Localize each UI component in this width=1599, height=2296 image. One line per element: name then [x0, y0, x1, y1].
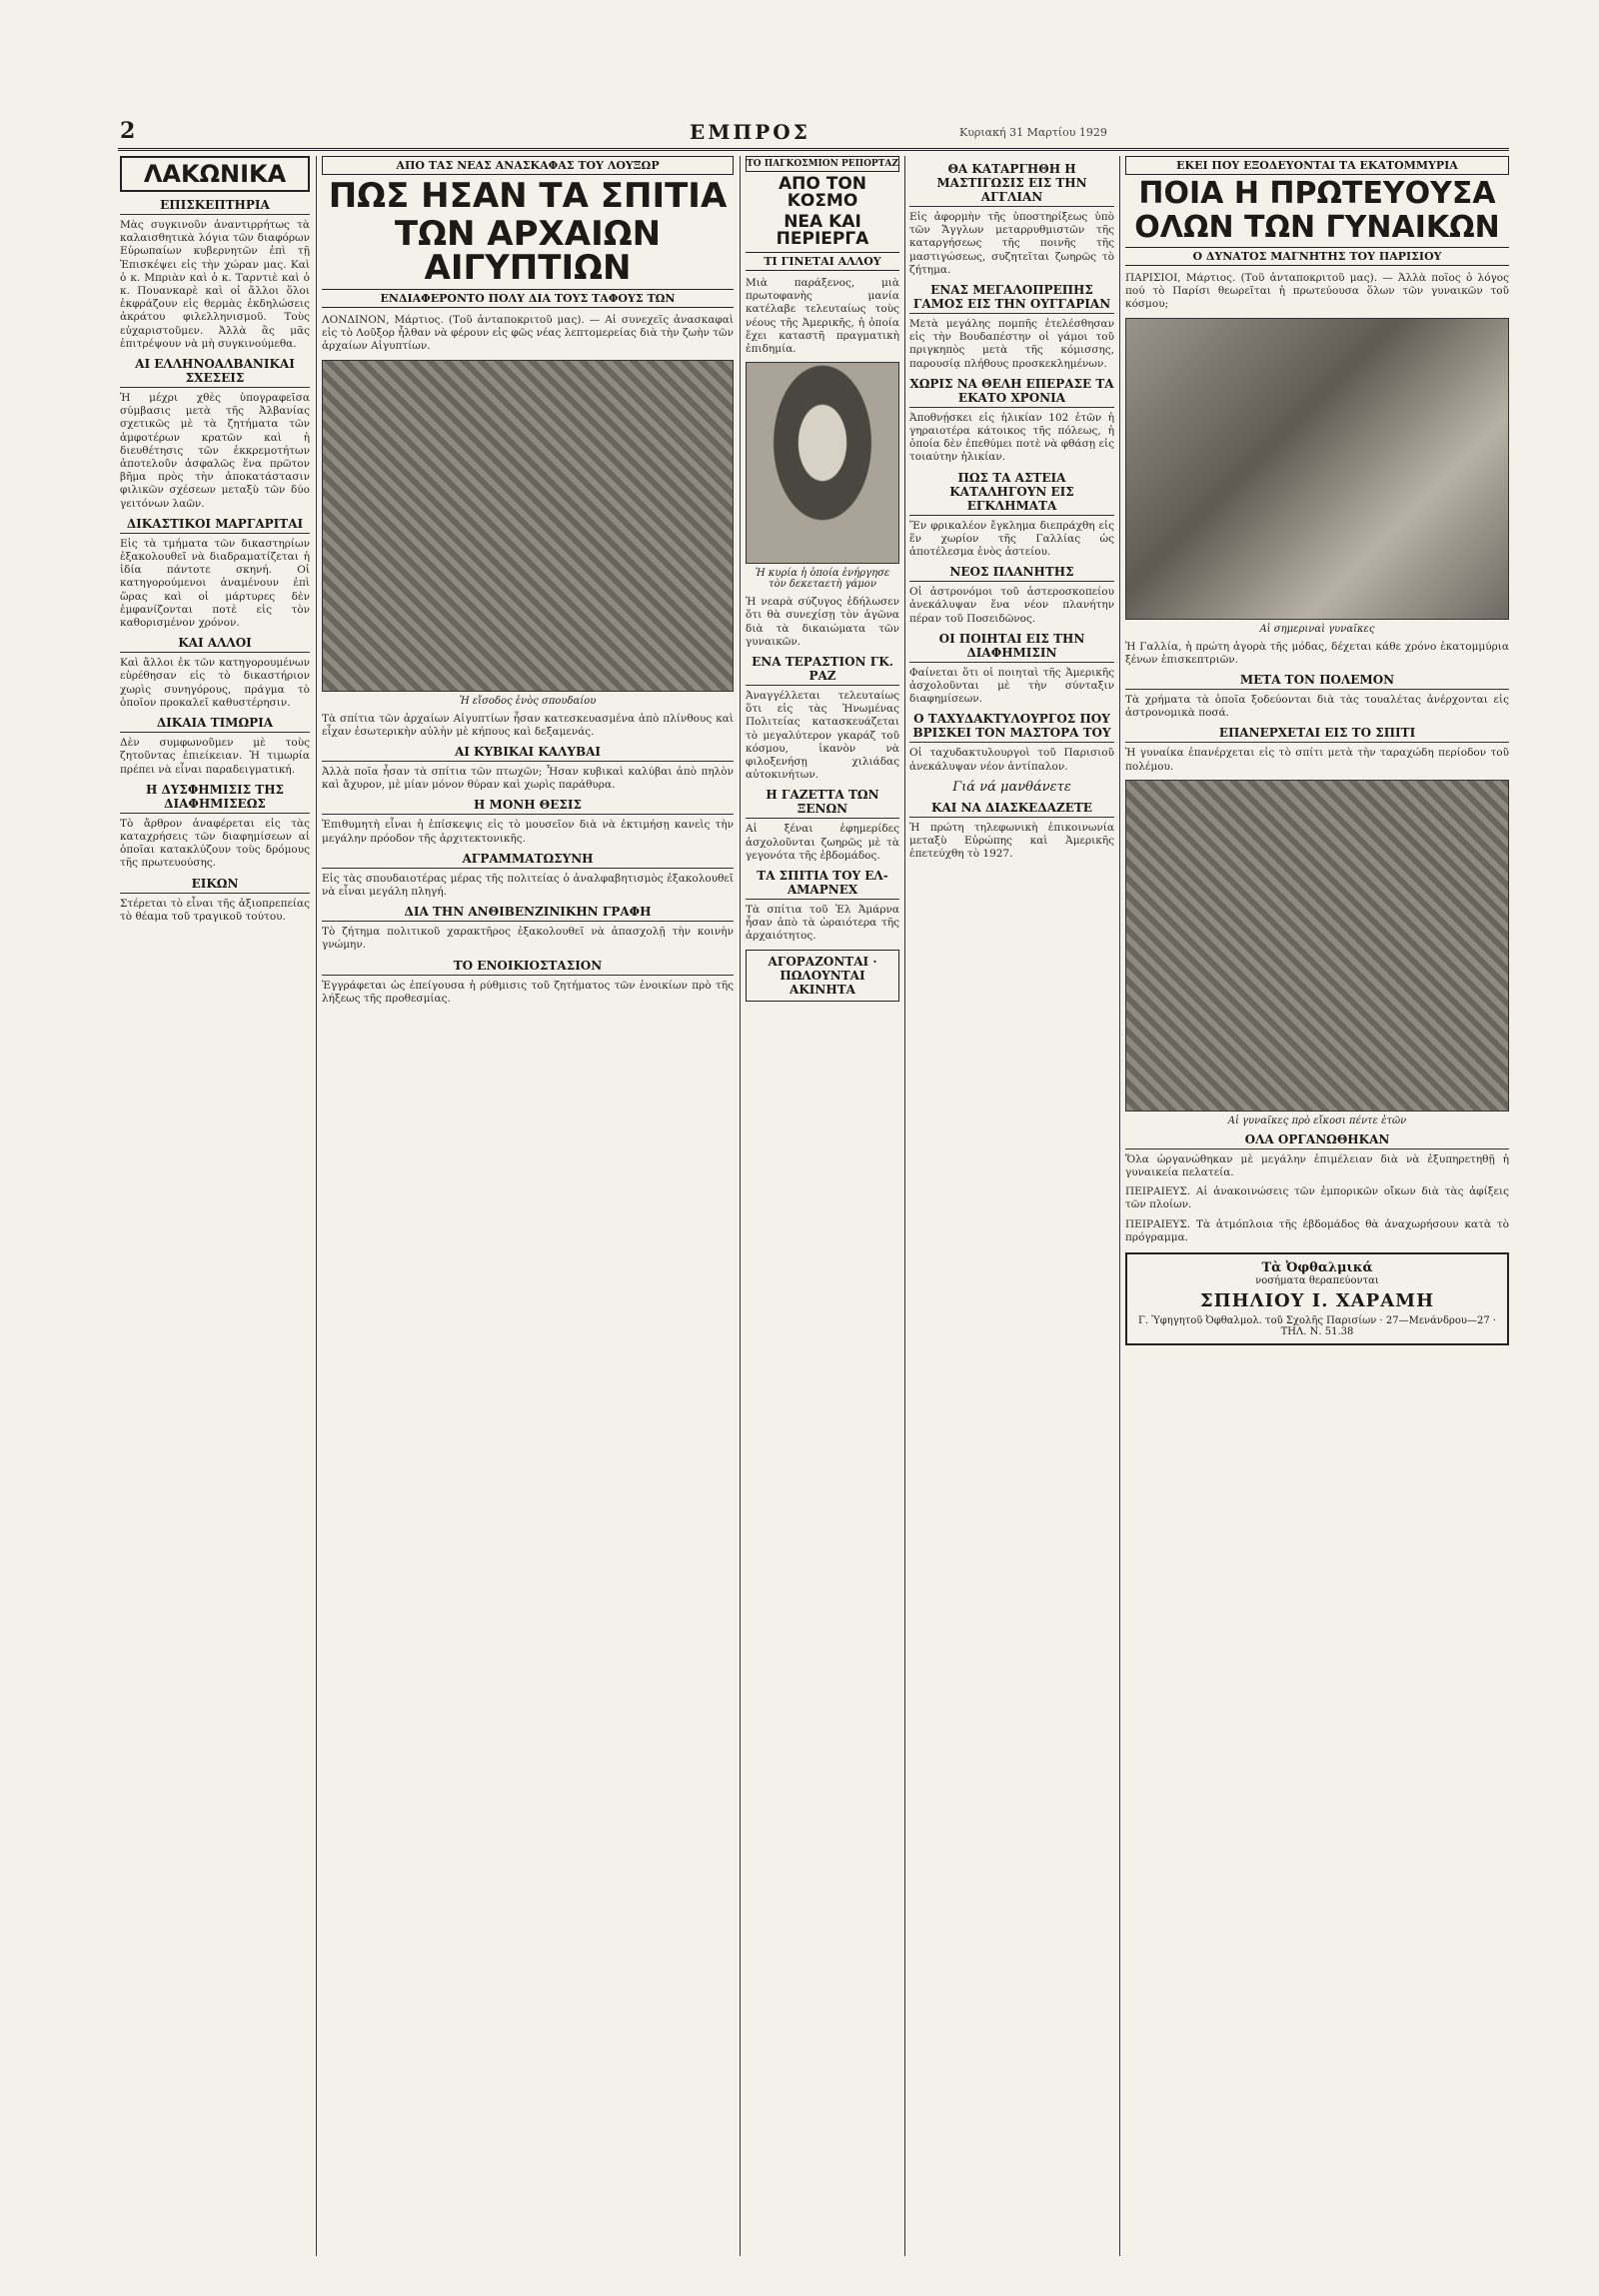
article-head: ΑΙ ΕΛΛΗΝΟΑΛΒΑΝΙΚΑΙ ΣΧΕΣΕΙΣ [120, 357, 310, 388]
kicker: ΤΟ ΠΑΓΚΟΣΜΙΟΝ ΡΕΠΟΡΤΑΖ [746, 156, 899, 172]
article-body: Ἀποθνῄσκει εἰς ἡλικίαν 102 ἐτῶν ἡ γηραιοτέρα κάτοικος τῆς πόλεως, ἡ ὁποία δὲν ἐπεθύμει ποτὲ νὰ φθάσῃ εἰς τοιαύτην ἡλικίαν. [909, 411, 1114, 464]
article-body: Τὰ σπίτια τῶν ἀρχαίων Αἰγυπτίων ἦσαν κατεσκευασμένα ἀπὸ πλίνθους καὶ εἶχαν ἐσωτερικὴν αὐλὴν μὲ κήπους καὶ δεξαμενάς. [322, 712, 734, 738]
article-body: Ἡ πρώτη τηλεφωνικὴ ἐπικοινωνία μεταξὺ Εὐρώπης καὶ Ἀμερικῆς ἐπετεύχθη τὸ 1927. [909, 821, 1114, 861]
article-head: ΚΑΙ ΝΑ ΔΙΑΣΚΕΔΑΖΕΤΕ [909, 801, 1114, 818]
article-head: ΑΓΡΑΜΜΑΤΩΣΥΝΗ [322, 852, 734, 869]
classified-ad: ΑΓΟΡΑΖΟΝΤΑΙ · ΠΩΛΟΥΝΤΑΙ ΑΚΙΝΗΤΑ [746, 950, 899, 1002]
deck: Ο ΔΥΝΑΤΟΣ ΜΑΓΝΗΤΗΣ ΤΟΥ ΠΑΡΙΣΙΟΥ [1125, 247, 1509, 266]
article-body: Καὶ ἄλλοι ἐκ τῶν κατηγορουμένων εὑρέθησαν εἰς τὸ δικαστήριον χωρὶς συνηγόρους, πράγμα τὸ ὁποῖον προκαλεῖ καθυστέρησιν. [120, 657, 310, 709]
article-body: Ἀναγγέλλεται τελευταίως ὅτι εἰς τὰς Ἡνωμένας Πολιτείας κατασκευάζεται τὸ μεγαλύτερον γκαράζ τοῦ κόσμου, ἱκανὸν νὰ φιλοξενήσῃ χιλιάδας αὐτοκινήτων. [746, 690, 899, 782]
article-head: ΟΛΑ ΟΡΓΑΝΩΘΗΚΑΝ [1125, 1133, 1509, 1149]
article-body: Δὲν συμφωνοῦμεν μὲ τοὺς ζητοῦντας ἐπιείκειαν. Ἡ τιμωρία πρέπει νὰ εἶναι παραδειγματική. [120, 737, 310, 776]
notice-text: ΠΕΙΡΑΙΕΥΣ. Αἱ ἀνακοινώσεις τῶν ἐμπορικῶν οἴκων διὰ τὰς ἀφίξεις τῶν πλοίων. [1125, 1185, 1509, 1211]
doctor-ad [1125, 1252, 1509, 1345]
article-body: Μετὰ μεγάλης πομπῆς ἐτελέσθησαν εἰς τὴν Βουδαπέστην οἱ γάμοι τοῦ πριγκηπὸς μετὰ τῆς κόμισσης, παρουσίᾳ πλήθους προσκεκλημένων. [909, 318, 1114, 370]
illustration-photo [1125, 318, 1509, 620]
column-egypt-houses [322, 156, 734, 2256]
portrait-photo [746, 362, 899, 564]
column-rule [904, 156, 905, 2256]
deck: ΕΝΔΙΑΦΕΡΟΝΤΟ ΠΟΛΥ ΔΙΑ ΤΟΥΣ ΤΑΦΟΥΣ ΤΩΝ [322, 289, 734, 308]
headline-line: ΑΠΟ ΤΟΝ ΚΟΣΜΟ [778, 174, 867, 211]
lead-paragraph: ΛΟΝΔΙΝΟΝ, Μάρτιος. (Τοῦ ἀνταποκριτοῦ μας). — Αἱ συνεχεῖς ἀνασκαφαὶ εἰς τὸ Λοῦξορ ἦλθαν νὰ φέρουν εἰς φῶς νέας λεπτομερείας διὰ τὴν ζωὴν τῶν ἀρχαίων Αἰγυπτίων. [322, 314, 734, 353]
headline-line: ΠΟΙΑ Η ΠΡΩΤΕΥΟΥΣΑ [1138, 176, 1496, 211]
article-body: Ὅλα ὠργανώθηκαν μὲ μεγάλην ἐπιμέλειαν διὰ νὰ ἐξυπηρετηθῇ ἡ γυναικεία πελατεία. [1125, 1152, 1509, 1179]
date-line: Κυριακή 31 Μαρτίου 1929 [959, 126, 1107, 139]
article-body: Φαίνεται ὅτι οἱ ποιηταὶ τῆς Ἀμερικῆς ἀσχολοῦνται μὲ τὴν σύνταξιν διαφημίσεων. [909, 666, 1114, 706]
article-body: Τὸ ἄρθρον ἀναφέρεται εἰς τὰς καταχρήσεις τῶν διαφημίσεων αἱ ὁποῖαι κατακλύζουν τοὺς δρόμους τῆς πρωτευούσης. [120, 817, 310, 870]
headline-line: ΟΛΩΝ ΤΩΝ ΓΥΝΑΙΚΩΝ [1134, 210, 1500, 245]
ad-line: νοσήματα θεραπεύονται [1255, 1275, 1379, 1287]
article-body: Ἡ νεαρὰ σύζυγος ἐδήλωσεν ὅτι θὰ συνεχίσῃ τὸν ἀγῶνα διὰ τὰ δικαιώματα τῶν γυναικῶν. [746, 596, 899, 648]
article-head: Η ΜΟΝΗ ΘΕΣΙΣ [322, 798, 734, 815]
article-body: Μὰς συγκινοῦν ἀναντιρρήτως τὰ καλαισθητικὰ λόγια τῶν διαφόρων Εὐρωπαίων κυβερνητῶν ἐπὶ τῇ Ἐπισκέψει εἰς τὴν χώραν μας. Καὶ ὁ κ. Μπριὰν καὶ ὁ κ. Ταρντιὲ καὶ ὁ κ. Πουανκαρὲ καὶ οἱ ἄλλοι ὅλοι ἐκφράζουν εἰς θερμὰς ἐκδηλώσεις ἀκράτου φιλελληνισμοῦ. Τοὺς εὐχαριστοῦμεν. Ἀλλὰ ἂς μᾶς ἐπιτρέψουν νὰ μὴ συγκινούμεθα. [120, 219, 310, 350]
article-body: Εἰς τὰς σπουδαιοτέρας μέρας τῆς πολιτείας ὁ ἀναλφαβητισμὸς ἐξακολουθεῖ νὰ εἶναι μεγάλη πληγή. [322, 872, 734, 899]
article-head: ΝΕΟΣ ΠΛΑΝΗΤΗΣ [909, 565, 1114, 582]
article-body: Ἡ μέχρι χθὲς ὑπογραφεῖσα σύμβασις μετὰ τῆς Ἀλβανίας σχετικῶς μὲ τὰ ζητήματα τῶν ἀμφοτέρων κρατῶν καὶ ἡ διευθέτησις τῶν ἐκκρεμοτήτων ἀποτελοῦν ἀσφαλῶς ἕνα πρῶτον βῆμα πρὸς τὴν ἀποκατάστασιν φιλικῶν σχέσεων μεταξὺ τῶν δύο γειτόνων λαῶν. [120, 392, 310, 510]
article-body: Ἡ Γαλλία, ἡ πρώτη ἀγορὰ τῆς μόδας, δέχεται κάθε χρόνο ἑκατομμύρια ξένων ἐπισκεπτριῶν. [1125, 640, 1509, 666]
column-paris-women [1125, 156, 1509, 2256]
article-head: ΔΙΚΑΙΑ ΤΙΜΩΡΙΑ [120, 716, 310, 733]
column-misc-news [909, 156, 1114, 2256]
ad-name: ΣΠΗΛΙΟΥ Ι. ΧΑΡΑΜΗ [1199, 1290, 1435, 1312]
illustration-photo [1125, 780, 1509, 1112]
column-rule [1119, 156, 1120, 2256]
article-body: Τὰ σπίτια τοῦ Ἐλ Ἀμάρνα ἦσαν ἀπὸ τὰ ὡραιότερα τῆς ἀρχαιότητος. [746, 904, 899, 943]
photo-caption: Αἱ γυναῖκες πρὸ εἴκοσι πέντε ἐτῶν [1227, 1115, 1407, 1127]
article-head: ΕΝΑ ΤΕΡΑΣΤΙΟΝ ΓΚ. ΡΑΖ [746, 655, 899, 686]
article-head: ΚΑΙ ΑΛΛΟΙ [120, 636, 310, 653]
photo-caption: Αἱ σημεριναὶ γυναῖκες [1259, 623, 1375, 635]
article-body: Τὰ χρήματα τὰ ὁποῖα ξοδεύονται διὰ τὰς τουαλέτας ἀνέρχονται εἰς ἀστρονομικὰ ποσά. [1125, 694, 1509, 720]
article-body: Ἡ γυναίκα ἐπανέρχεται εἰς τὸ σπίτι μετὰ τὴν ταραχώδη περίοδον τοῦ πολέμου. [1125, 747, 1509, 773]
column-world-news [746, 156, 899, 2256]
paper-name: ΕΜΠΡΟΣ [690, 120, 810, 144]
italic-head: Γιά νά μανθάνετε [952, 779, 1071, 795]
article-head: ΔΙΑ ΤΗΝ ΑΝΘΙΒΕΝΖΙΝΙΚΗΝ ΓΡΑΦΗ [322, 905, 734, 922]
notice-text: ΠΕΙΡΑΙΕΥΣ. Τὰ ἀτμόπλοια τῆς ἑβδομάδος θὰ ἀναχωρήσουν κατὰ τὸ πρόγραμμα. [1125, 1217, 1509, 1243]
article-body: Ἐπιθυμητὴ εἶναι ἡ ἐπίσκεψις εἰς τὸ μουσεῖον διὰ νὰ ἐκτιμήσῃ κανεὶς τὴν μεγάλην πρόοδον τῆς ἀρχιτεκτονικῆς. [322, 819, 734, 845]
article-head: ΜΕΤΑ ΤΟΝ ΠΟΛΕΜΟΝ [1125, 673, 1509, 690]
headline-line: ΝΕΑ ΚΑΙ ΠΕΡΙΕΡΓΑ [776, 212, 869, 249]
article-head: Η ΓΑΖΕΤΤΑ ΤΩΝ ΞΕΝΩΝ [746, 788, 899, 819]
photo-caption: Ἡ εἴσοδος ἑνὸς σπουδαίου [459, 695, 597, 707]
article-head: ΕΝΑΣ ΜΕΓΑΛΟΠΡΕΠΗΣ ΓΑΜΟΣ ΕΙΣ ΤΗΝ ΟΥΓΓΑΡΙΑΝ [909, 283, 1114, 314]
kicker: ΕΚΕΙ ΠΟΥ ΕΞΟΔΕΥΟΝΤΑΙ ΤΑ ΕΚΑΤΟΜΜΥΡΙΑ [1125, 156, 1509, 175]
article-body: Ἀλλὰ ποῖα ἦσαν τὰ σπίτια τῶν πτωχῶν; Ἦσαν κυβικαὶ καλύβαι ἀπὸ πηλὸν καὶ ἄχυρον, μὲ μίαν μόνον θύραν καὶ χωρὶς παράθυρα. [322, 766, 734, 792]
page-number: 2 [120, 118, 136, 144]
article-body: Ἕν φρικαλέον ἔγκλημα διεπράχθη εἰς ἕν χωρίον τῆς Γαλλίας ὡς ἀποτέλεσμα ἑνὸς ἀστείου. [909, 519, 1114, 559]
article-head: ΕΠΙΣΚΕΠΤΗΡΙΑ [120, 198, 310, 215]
masthead-rule [118, 118, 1509, 151]
article-body: Ἐγγράφεται ὡς ἐπείγουσα ἡ ρύθμισις τοῦ ζητήματος τῶν ἐνοικίων πρὸ τῆς λήξεως τῆς προθεσμίας. [322, 979, 734, 1005]
article-body: Μιὰ παράξενος, μιὰ πρωτοφανὴς μανία κατέλαβε τελευταίως τοὺς νέους τῆς Ἀμερικῆς, ἡ ὁποία ἔχει καταστῆ πραγματικὴ ἐπιδημία. [746, 277, 899, 356]
article-head: ΤΟ ΕΝΟΙΚΙΟΣΤΑΣΙΟΝ [322, 959, 734, 976]
ad-line: Τὰ Ὀφθαλμικά [1261, 1260, 1373, 1276]
article-head: ΕΠΑΝΕΡΧΕΤΑΙ ΕΙΣ ΤΟ ΣΠΙΤΙ [1125, 726, 1509, 743]
article-head: Η ΔΥΣΦΗΜΙΣΙΣ ΤΗΣ ΔΙΑΦΗΜΙΣΕΩΣ [120, 783, 310, 814]
article-body: Οἱ ἀστρονόμοι τοῦ ἀστεροσκοπείου ἀνεκάλυψαν ἕνα νέον πλανήτην πέραν τοῦ Ποσειδῶνος. [909, 586, 1114, 625]
illustration-photo [322, 360, 734, 692]
lead-paragraph: ΠΑΡΙΣΙΟΙ, Μάρτιος. (Τοῦ ἀνταποκριτοῦ μας). — Ἀλλὰ ποῖος ὁ λόγος πού τὸ Παρίσι θεωρεῖται ἡ πρωτεύουσα ὅλων τῶν γυναικῶν τοῦ κόσμου; [1125, 272, 1509, 311]
article-head: ΕΙΚΩΝ [120, 877, 310, 894]
article-head: ΤΑ ΣΠΙΤΙΑ ΤΟΥ ΕΛ-ΑΜΑΡΝΕΧ [746, 869, 899, 900]
article-head: ΠΩΣ ΤΑ ΑΣΤΕΙΑ ΚΑΤΑΛΗΓΟΥΝ ΕΙΣ ΕΓΚΛΗΜΑΤΑ [909, 471, 1114, 516]
section-title: ΛΑΚΩΝΙΚΑ [120, 156, 310, 192]
ad-address: Γ. Ὑφηγητοῦ Ὀφθαλμολ. τοῦ Σχολῆς Παρισίων · 27—Μενάνδρου—27 · ΤΗΛ. Ν. 51.38 [1137, 1315, 1497, 1338]
column-lakonika [120, 156, 310, 2256]
article-body: Αἱ ξέναι ἐφημερίδες ἀσχολοῦνται ζωηρῶς μὲ τὰ γεγονότα τῆς ἑβδομάδος. [746, 823, 899, 862]
article-body: Εἰς τὰ τμήματα τῶν δικαστηρίων ἐξακολουθεῖ νὰ διαδραματίζεται ἡ ἰδία πάντοτε σκηνή. Οἱ κατηγορούμενοι ἀναμένουν ἐπὶ ὥρας καὶ οἱ μάρτυρες δὲν ἐμφανίζονται ποτὲ εἰς τὸν καθορισμένον χρόνον. [120, 537, 310, 630]
column-rule [316, 156, 317, 2256]
photo-caption: Ἡ κυρία ἡ ὁποία ἐνήργησε τὸν δεκεταετὴ γάμον [755, 568, 890, 591]
article-head: ΘΑ ΚΑΤΑΡΓΗΘΗ Η ΜΑΣΤΙΓΩΣΙΣ ΕΙΣ ΤΗΝ ΑΓΓΛΙΑΝ [909, 162, 1114, 207]
article-head: ΑΙ ΚΥΒΙΚΑΙ ΚΑΛΥΒΑΙ [322, 745, 734, 762]
column-rule [740, 156, 741, 2256]
headline-line: ΠΩΣ ΗΣΑΝ ΤΑ ΣΠΙΤΙΑ [328, 176, 728, 216]
article-head: Ο ΤΑΧΥΔΑΚΤΥΛΟΥΡΓΟΣ ΠΟΥ ΒΡΙΣΚΕΙ ΤΟΝ ΜΑΣΤΟΡΑ ΤΟΥ [909, 712, 1114, 743]
headline-line: ΤΩΝ ΑΡΧΑΙΩΝ ΑΙΓΥΠΤΙΩΝ [394, 214, 662, 288]
article-body: Οἱ ταχυδακτυλουργοὶ τοῦ Παρισιοῦ ἀνεκάλυψαν νέον ἀντίπαλον. [909, 747, 1114, 773]
article-head: ΔΙΚΑΣΤΙΚΟΙ ΜΑΡΓΑΡΙΤΑΙ [120, 517, 310, 534]
kicker: ΑΠΟ ΤΑΣ ΝΕΑΣ ΑΝΑΣΚΑΦΑΣ ΤΟΥ ΛΟΥΞΩΡ [322, 156, 734, 175]
article-body: Τὸ ζήτημα πολιτικοῦ χαρακτῆρος ἐξακολουθεῖ νὰ ἀπασχολῇ τὴν κοινὴν γνώμην. [322, 926, 734, 952]
article-head: ΟΙ ΠΟΙΗΤΑΙ ΕΙΣ ΤΗΝ ΔΙΑΦΗΜΙΣΙΝ [909, 632, 1114, 663]
article-body: Στέρεται τὸ εἶναι τῆς ἀξιοπρεπείας τὸ θέαμα τοῦ τραγικοῦ τούτου. [120, 897, 310, 923]
article-head: ΧΩΡΙΣ ΝΑ ΘΕΛΗ ΕΠΕΡΑΣΕ ΤΑ ΕΚΑΤΟ ΧΡΟΝΙΑ [909, 377, 1114, 408]
deck: ΤΙ ΓΙΝΕΤΑΙ ΑΛΛΟΥ [746, 252, 899, 271]
article-body: Εἰς ἀφορμὴν τῆς ὑποστηρίξεως ὑπὸ τῶν Ἄγγλων μεταρρυθμιστῶν τῆς καταργήσεως τῆς ποινῆς τῆς μαστιγώσεως, συζητεῖται ζωηρῶς τὸ ζήτημα. [909, 211, 1114, 276]
